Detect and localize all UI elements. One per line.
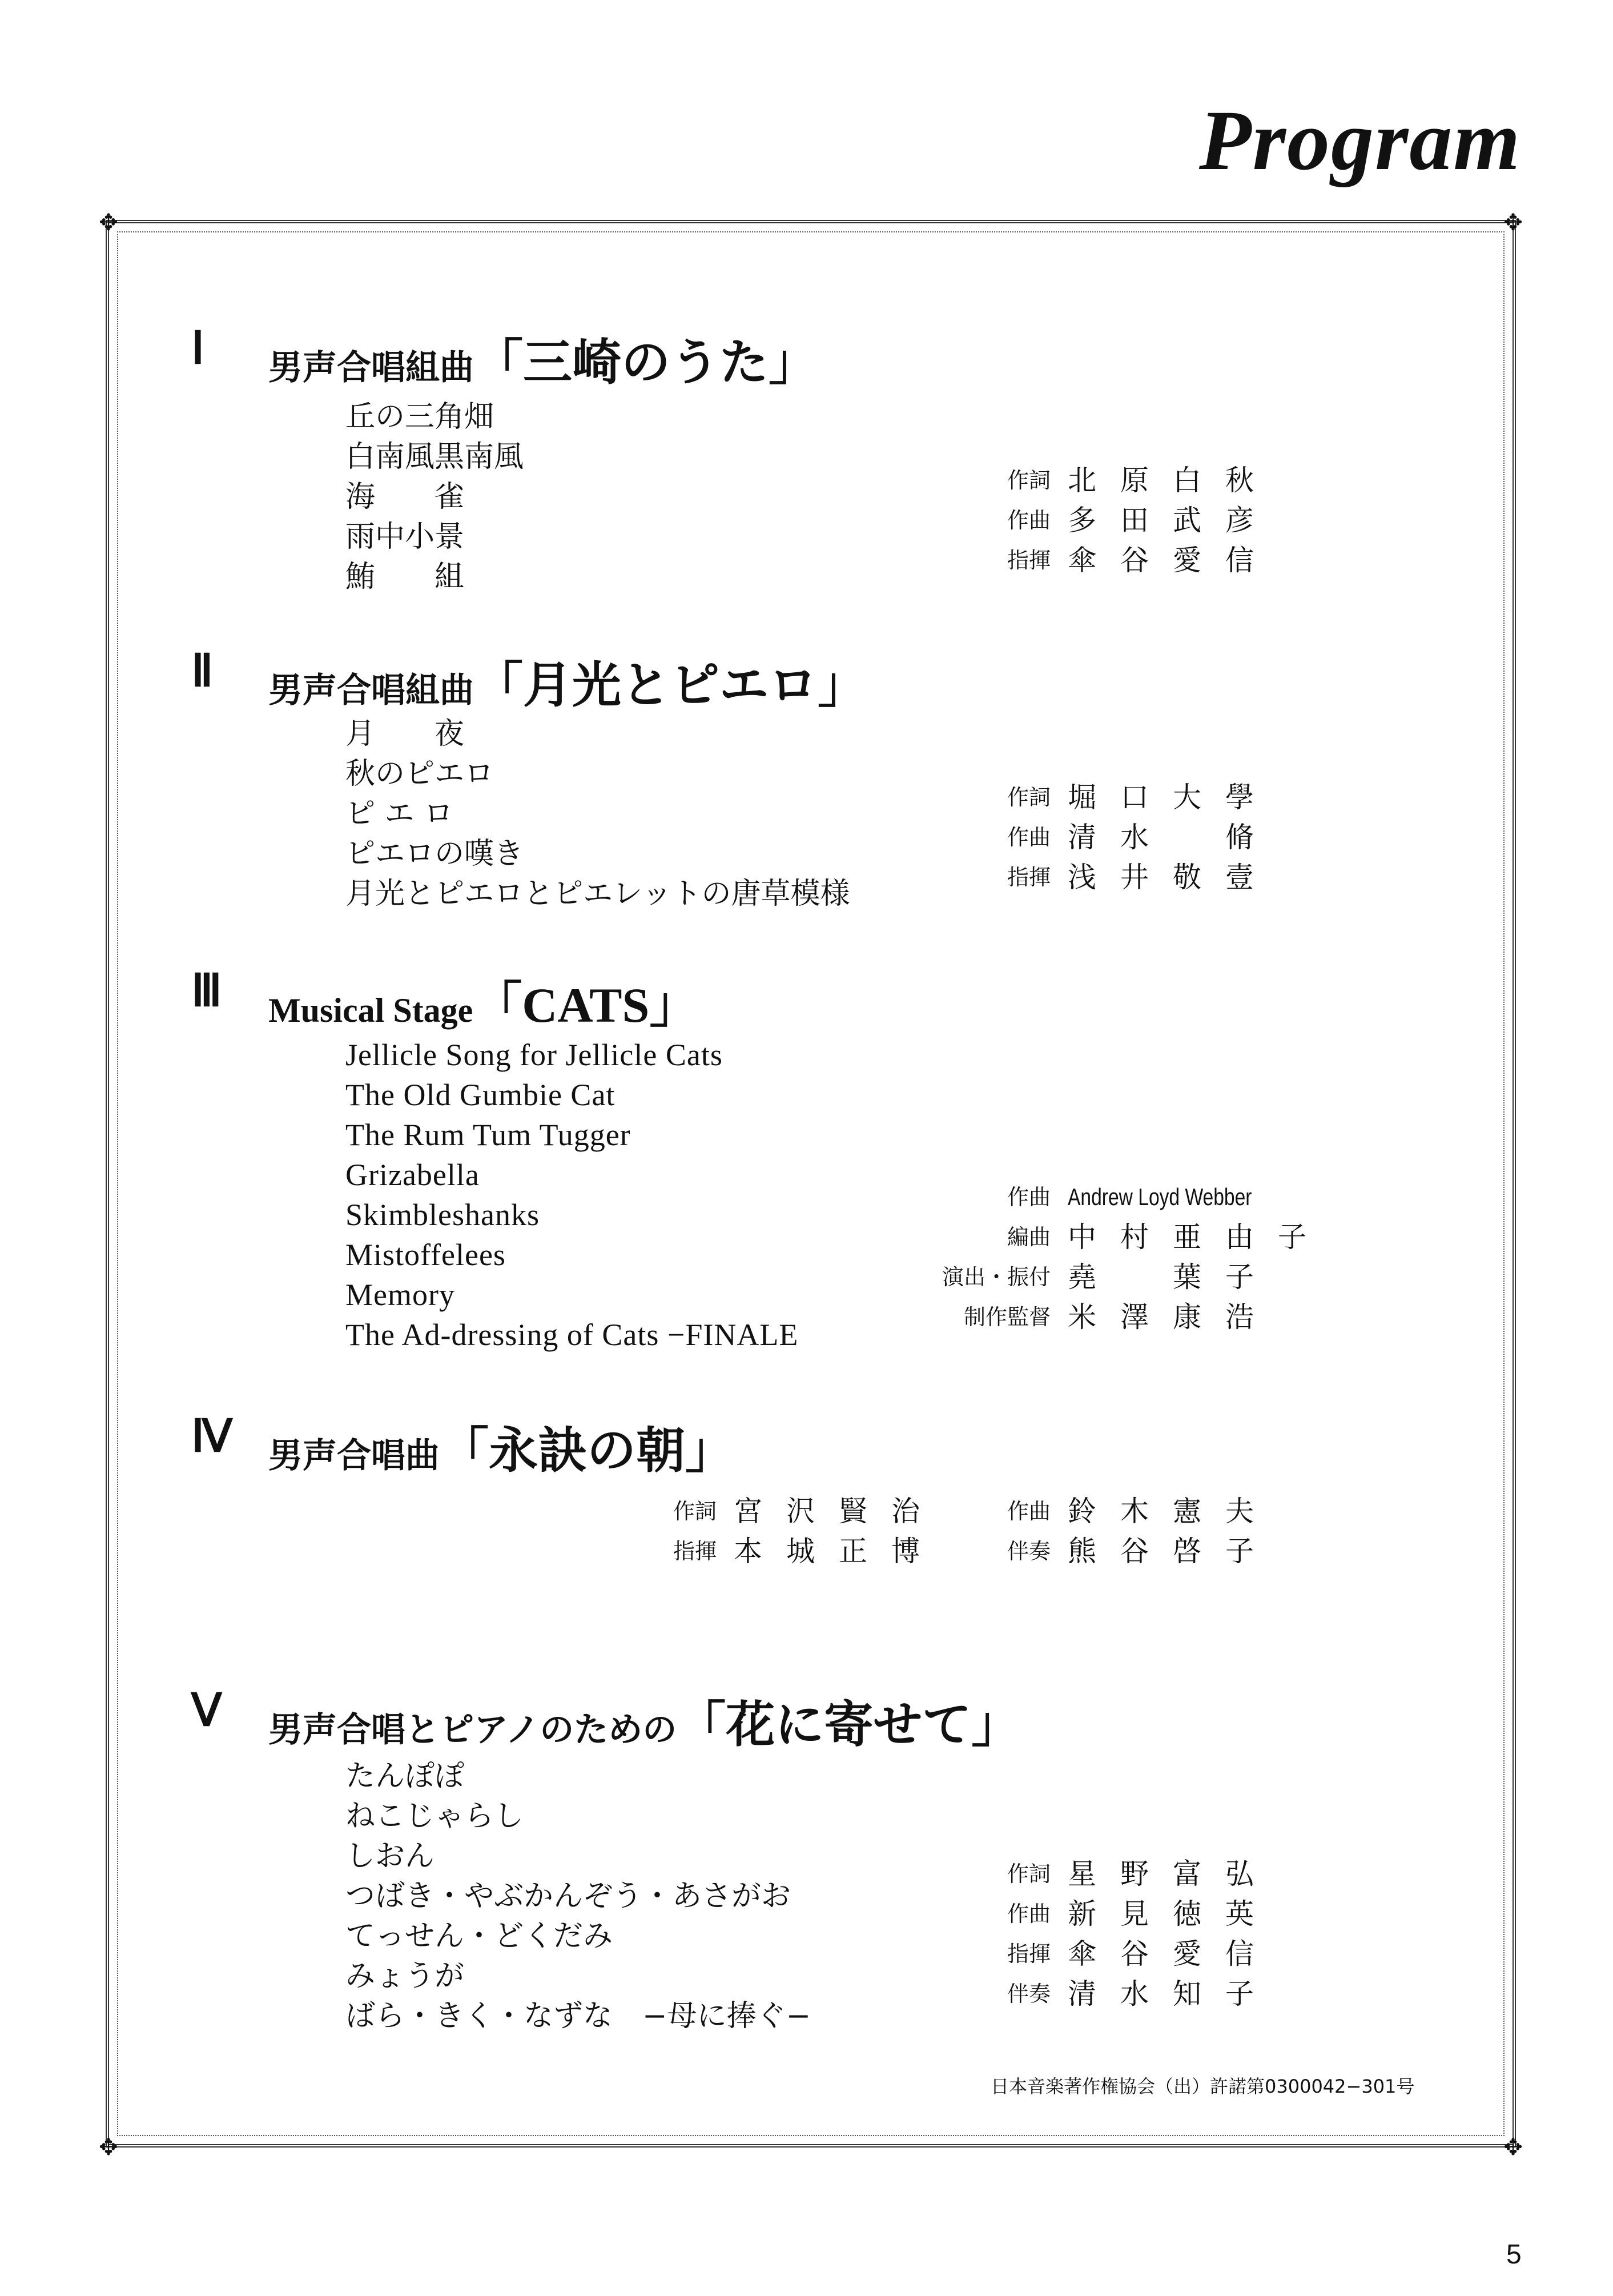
credit-name: 傘谷愛信 (1068, 1937, 1278, 1970)
section-title: 「月光とピエロ」 (474, 656, 867, 714)
section-numeral: Ⅴ (191, 1685, 222, 1735)
song-item: The Rum Tum Tugger (345, 1118, 631, 1152)
credit-row (925, 460, 1278, 500)
song-list (345, 714, 850, 914)
credit-row (925, 777, 1278, 817)
credit-role: 制作監督 (963, 1304, 1051, 1330)
credit-row (659, 1531, 944, 1571)
credit-name: 清水知子 (1068, 1977, 1278, 2010)
credit-row (993, 1531, 1278, 1571)
section-numeral: Ⅱ (191, 646, 214, 696)
credit-row (659, 1491, 944, 1531)
song-item: ピ エ ロ (345, 797, 454, 831)
song-item: 月 夜 (345, 717, 465, 751)
credit-name: 星野富弘 (1068, 1857, 1278, 1890)
credit-name: 清水 脩 (1068, 820, 1278, 854)
song-item: ばら・きく・なずな −母に捧ぐ− (345, 1999, 811, 2033)
section-title: 「CATS」 (473, 978, 699, 1033)
page-title: Program (1199, 93, 1522, 188)
section-heading (268, 965, 698, 1036)
credits-list (925, 777, 1278, 897)
credit-role: 作曲 (1007, 507, 1051, 533)
song-item: 丘の三角畑 (345, 400, 494, 434)
credit-role: 作詞 (1007, 1861, 1051, 1886)
credit-role: 作曲 (1007, 824, 1051, 850)
credit-row (925, 1217, 1330, 1257)
credit-name: 鈴木憲夫 (1068, 1494, 1278, 1528)
license-note: 日本音楽著作権協会（出）許諾第0300042−301号 (991, 2076, 1415, 2097)
credit-name: 浅井敬壹 (1068, 860, 1278, 894)
song-item: 月光とピエロとピエレットの唐草模様 (345, 877, 850, 911)
song-item: 鮪 組 (345, 560, 465, 594)
credit-name: 宮沢賢治 (734, 1494, 944, 1528)
credit-row (925, 1853, 1278, 1893)
section-title: 「花に寄せて」 (677, 1696, 1021, 1753)
section-prefix: Musical Stage (268, 992, 473, 1029)
credit-role: 作詞 (1007, 784, 1051, 810)
section-prefix: 男声合唱組曲 (268, 671, 474, 711)
credit-row (925, 1296, 1330, 1336)
section-heading (268, 1685, 1020, 1756)
credit-role: 指揮 (1007, 864, 1051, 890)
credit-row (925, 500, 1278, 540)
credit-name: 多田武彦 (1068, 503, 1278, 537)
credit-name: 米澤康浩 (1068, 1300, 1278, 1334)
song-list (345, 397, 524, 597)
credit-role: 指揮 (1007, 547, 1051, 573)
credit-name: 新見徳英 (1068, 1897, 1278, 1930)
credit-name: 中村亜由子 (1068, 1220, 1330, 1254)
credit-row (925, 1177, 1330, 1217)
section-title: 「永訣の朝」 (440, 1422, 734, 1479)
credit-name: 堀口大學 (1068, 780, 1278, 814)
credit-name: 北原白秋 (1068, 463, 1278, 497)
song-item: 秋のピエロ (345, 757, 494, 791)
song-item: しおん (345, 1839, 435, 1873)
song-item: The Old Gumbie Cat (345, 1078, 616, 1112)
credit-role: 指揮 (1007, 1941, 1051, 1966)
song-item: 白南風黒南風 (345, 440, 524, 474)
corner-ornament-icon: ✥ (99, 210, 118, 236)
song-item: たんぽぽ (345, 1759, 465, 1793)
song-list (345, 1756, 811, 2036)
song-item: みょうが (345, 1959, 465, 1993)
song-item: Skimbleshanks (345, 1198, 540, 1232)
section-numeral: Ⅳ (191, 1411, 232, 1461)
section-numeral: Ⅰ (191, 323, 205, 373)
credit-role: 作曲 (1007, 1901, 1051, 1926)
credit-role: 作曲 (1007, 1498, 1051, 1524)
credits-list (925, 1177, 1330, 1336)
section-prefix: 男声合唱組曲 (268, 348, 474, 388)
credits-list-right (993, 1491, 1278, 1571)
credit-row (925, 1257, 1330, 1296)
song-item: ねこじゃらし (345, 1799, 524, 1833)
section-prefix: 男声合唱曲 (268, 1436, 440, 1476)
song-list (345, 1035, 798, 1355)
section-numeral: Ⅲ (191, 966, 222, 1015)
credit-role: 演出・振付 (942, 1264, 1051, 1290)
credit-row (925, 817, 1278, 857)
credit-row (993, 1491, 1278, 1531)
song-item: Grizabella (345, 1158, 480, 1192)
credit-name: 堯 葉子 (1068, 1260, 1278, 1294)
song-item: 雨中小景 (345, 520, 465, 554)
song-item: 海 雀 (345, 480, 465, 514)
section-heading (268, 323, 818, 394)
credit-row (925, 1893, 1278, 1933)
song-item: Memory (345, 1278, 455, 1312)
credit-row (925, 1933, 1278, 1973)
credit-role: 伴奏 (1007, 1981, 1051, 2006)
credit-role: 作曲 (1007, 1184, 1051, 1210)
corner-ornament-icon: ✥ (99, 2134, 118, 2161)
credit-role: 作詞 (1007, 467, 1051, 493)
credits-list (925, 460, 1278, 580)
corner-ornament-icon: ✥ (1503, 2134, 1523, 2161)
section-title: 「三崎のうた」 (474, 334, 818, 391)
credit-role: 編曲 (1007, 1224, 1051, 1250)
credit-name: 傘谷愛信 (1068, 543, 1278, 577)
song-item: つばき・やぶかんぞう・あさがお (345, 1879, 791, 1913)
credits-list (925, 1853, 1278, 2013)
credit-row (925, 857, 1278, 897)
credit-row (925, 1973, 1278, 2013)
credit-name: 本城正博 (734, 1534, 944, 1568)
corner-ornament-icon: ✥ (1503, 210, 1523, 236)
credit-row (925, 540, 1278, 580)
credit-role: 作詞 (673, 1498, 717, 1524)
song-item: The Ad-dressing of Cats −FINALE (345, 1318, 799, 1352)
credit-role: 指揮 (673, 1538, 717, 1564)
page-number: 5 (1506, 2239, 1522, 2270)
song-item: Mistoffelees (345, 1238, 506, 1272)
song-item: Jellicle Song for Jellicle Cats (345, 1038, 723, 1072)
section-heading (268, 1411, 734, 1482)
credit-name: 熊谷啓子 (1068, 1534, 1278, 1568)
section-prefix: 男声合唱とピアノのための (268, 1710, 677, 1750)
credit-role: 伴奏 (1007, 1538, 1051, 1564)
credits-list-left (659, 1491, 944, 1571)
section-heading (268, 645, 867, 716)
song-item: てっせん・どくだみ (345, 1919, 613, 1953)
song-item: ピエロの嘆き (345, 837, 524, 871)
credit-name: Andrew Loyd Webber (1068, 1183, 1252, 1210)
